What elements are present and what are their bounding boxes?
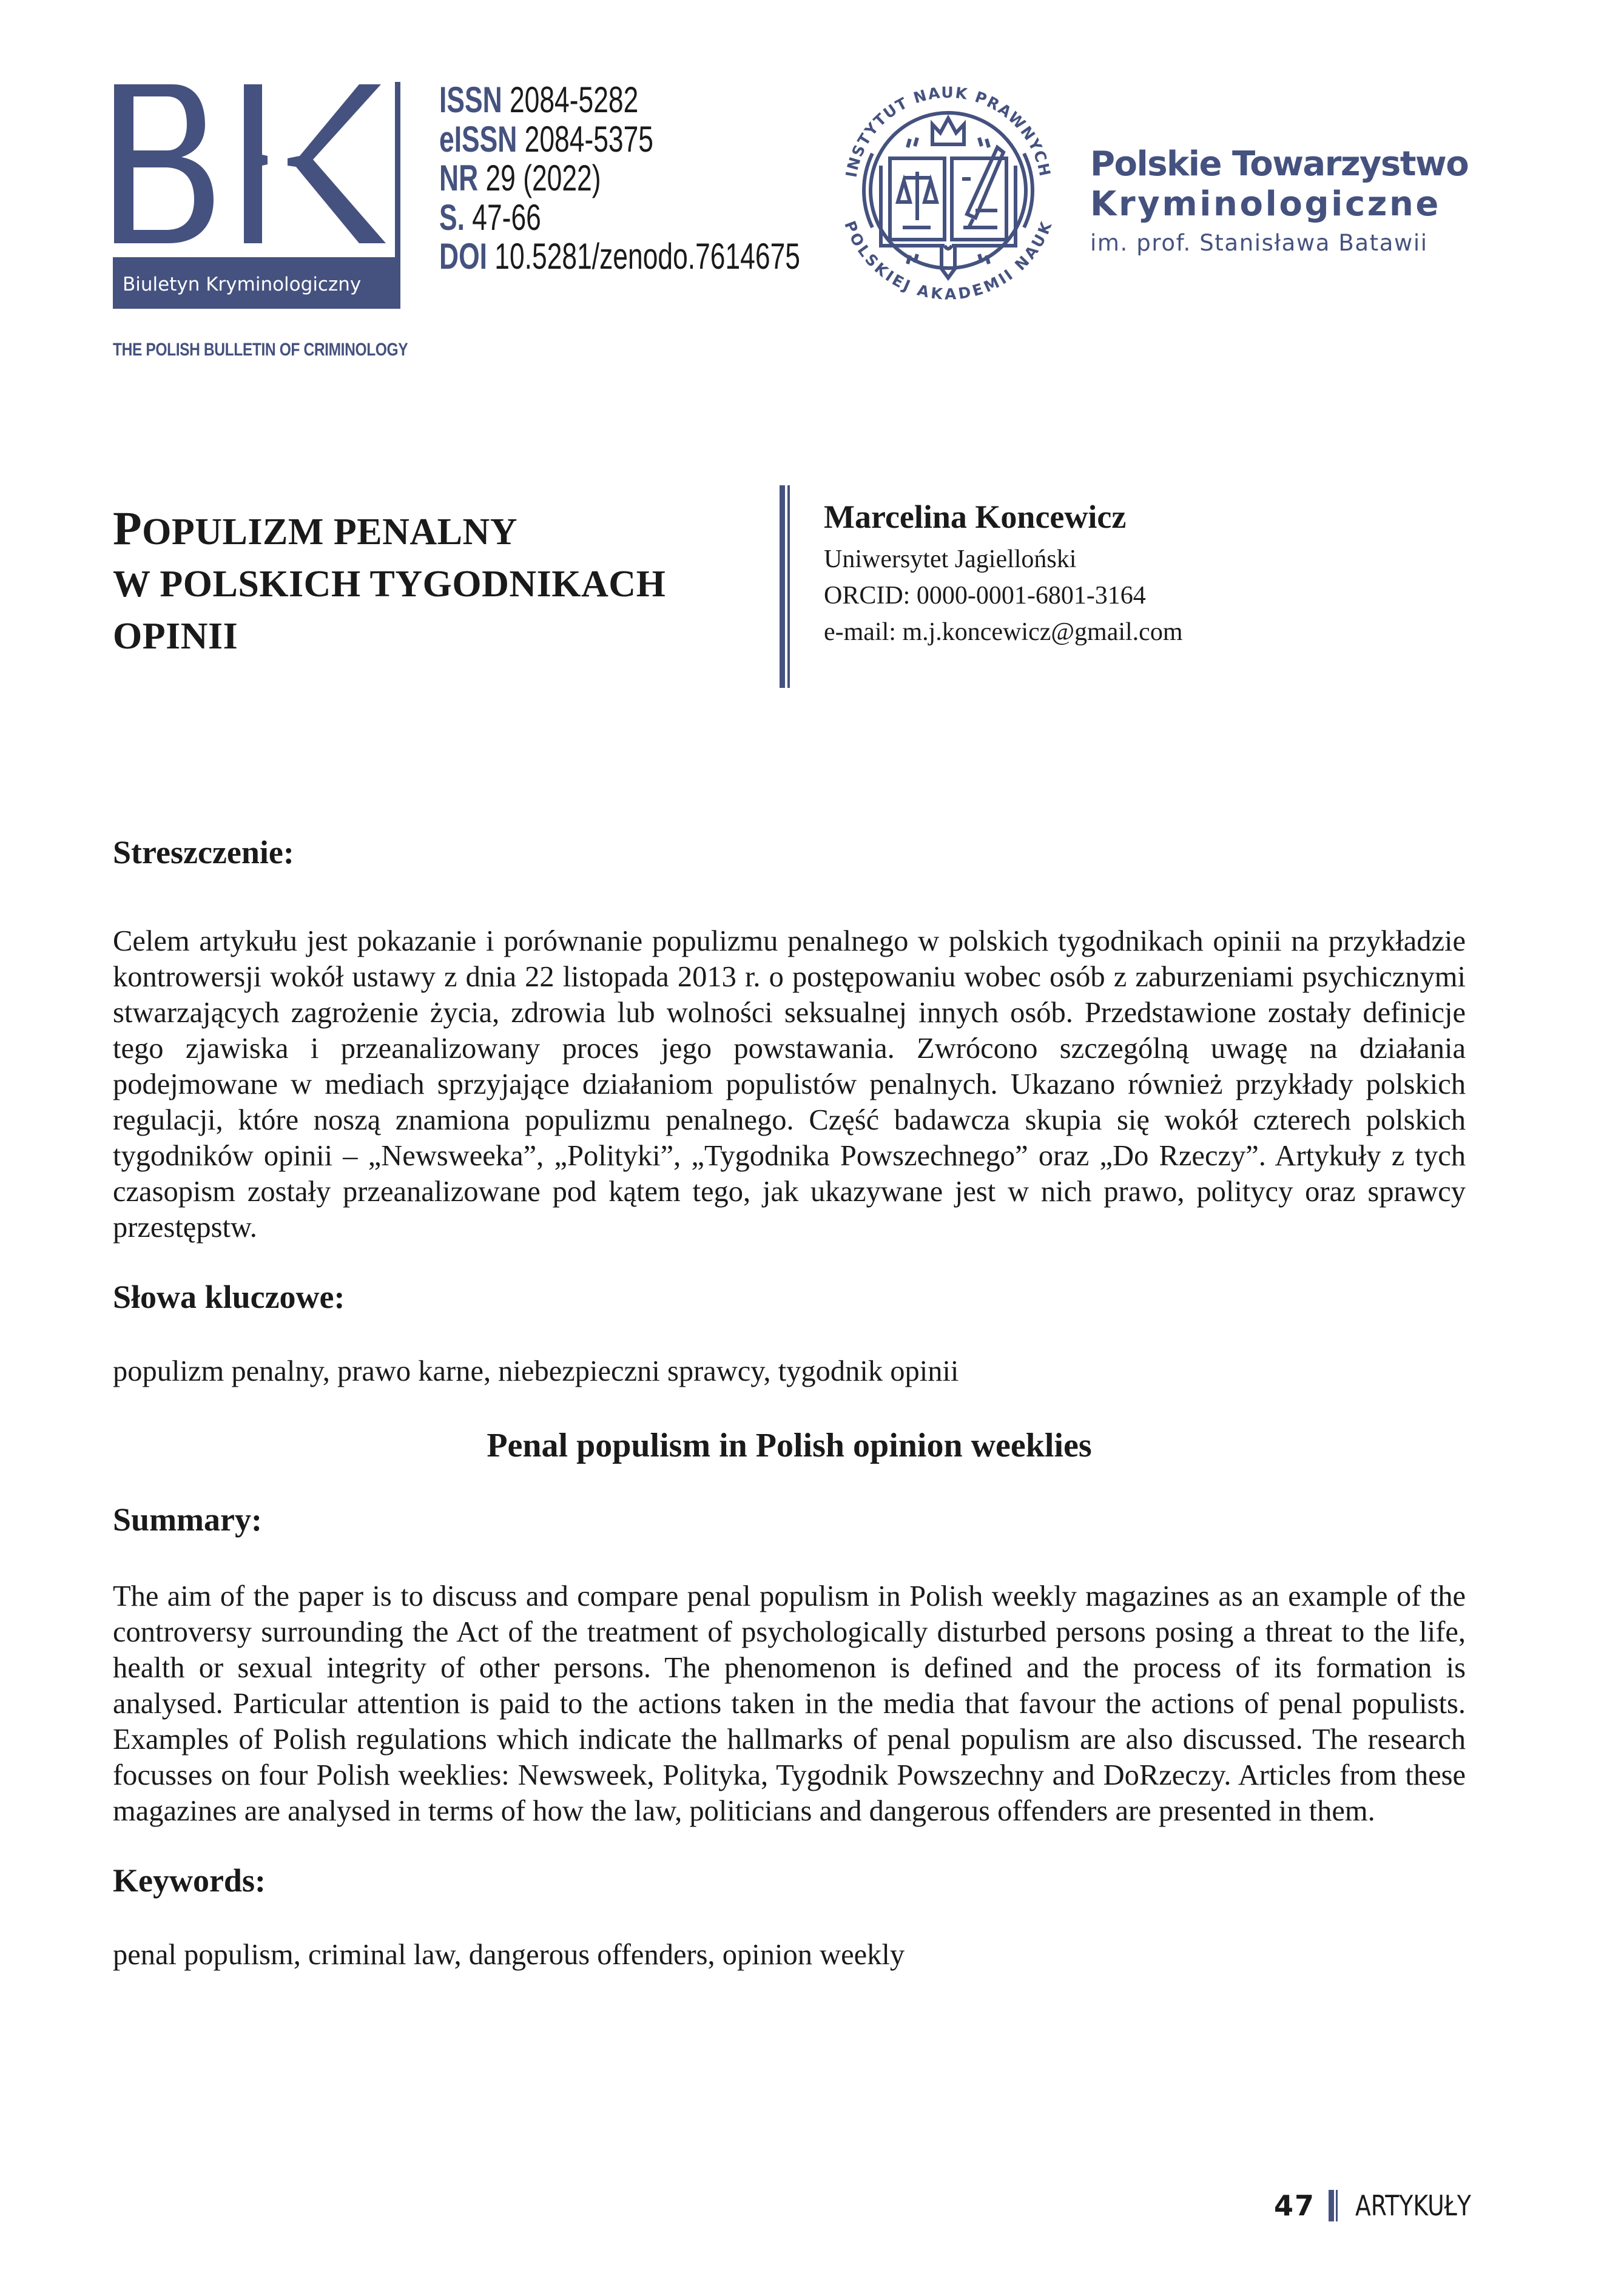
meta-eissn: eISSN 2084-5375 <box>439 118 654 160</box>
society-name <box>1090 144 1468 262</box>
journal-subtitle: THE POLISH BULLETIN OF CRIMINOLOGY <box>113 340 408 360</box>
title-line-1: POPULIZM PENALNY <box>113 502 518 554</box>
author-affiliation: Uniwersytet Jagielloński <box>824 545 1077 573</box>
author-block <box>824 493 1183 650</box>
page-number: 47 <box>1274 2189 1316 2222</box>
title-line-3: OPINII <box>113 616 238 657</box>
meta-issue: NR 29 (2022) <box>439 158 601 199</box>
author-name: Marcelina Koncewicz <box>824 499 1127 535</box>
keywords-en-heading: Keywords: <box>113 1862 266 1899</box>
book-scales-quill-crown-icon <box>832 81 1064 300</box>
english-title: Penal populism in Polish opinion weeklies <box>487 1427 1092 1464</box>
journal-logo <box>113 81 400 309</box>
abstract-pl-heading: Streszczenie: <box>113 834 294 870</box>
svg-text:POLSKIEJ AKADEMII NAUK: POLSKIEJ AKADEMII NAUK <box>841 218 1056 300</box>
section-label: ARTYKUŁY <box>1355 2189 1471 2222</box>
abstract-pl-text: Celem artykułu jest pokazanie i porównanie populizmu penalnego w polskich tygodnikach opinii na przykładzie kontrowersji wokół ustawy z dnia 22 listopada 2013 r. o postępowaniu wobec osób z zaburzeniami psychicznymi stwarzających zagrożenie życia, zdrowia lub wolności seksualnej innych osób. Przedstawione zostały definicje tego zjawiska i przeanalizowany proces jego powstawania. Zwrócono szczególną uwagę na działania podejmowane w mediach sprzyjające działaniom populistów penalnych. Ukazano również przykłady polskich regulacji, które noszą znamiona populizmu penalnego. Część badawcza skupia się wokół czterech polskich tygodników opinii – „Newsweeka”, „Polityki”, „Tygodnika Powszechnego” oraz „Do Rzeczy”. Artykuły z tych czasopism zostały przeanalizowane pod kątem tego, jak ukazywane jest w nich prawo, politycy oraz sprawcy przestępstw. <box>113 925 1466 1244</box>
society-line-1: Polskie Towarzystwo <box>1090 144 1469 184</box>
svg-text:INSTYTUT NAUK PRAWNYCH: INSTYTUT NAUK PRAWNYCH <box>842 83 1054 179</box>
article-title <box>113 502 780 662</box>
title-line-2: W POLSKICH TYGODNIKACH <box>113 564 666 605</box>
meta-issn: ISSN 2084-5282 <box>439 79 639 120</box>
author-orcid[interactable]: ORCID: 0000-0001-6801-3164 <box>824 582 1146 610</box>
article-front-matter <box>113 831 1466 1973</box>
author-email[interactable]: e-mail: m.j.koncewicz@gmail.com <box>824 618 1183 646</box>
summary-text: The aim of the paper is to discuss and compare penal populism in Polish weekly magazines as an example of the controversy surrounding the Act of the treatment of psychologically disturbed persons posing a threat to the life, health or sexual integrity of other persons. The phenomenon is defined and the process of its formation is analysed. Particular attention is paid to the actions taken in the media that favour the actions of penal populists. Examples of Polish regulations which indicate the hallmarks of penal populism are also discussed. The research focusses on four Polish weeklies: Newsweek, Polityka, Tygodnik Powszechny and DoRzeczy. Articles from these magazines are analysed in terms of how the law, politicians and dangerous offenders are presented in them. <box>113 1580 1466 1827</box>
keywords-pl-text: populizm penalny, prawo karne, niebezpieczni sprawcy, tygodnik opinii <box>113 1355 959 1387</box>
page-footer <box>1274 2184 1497 2227</box>
society-line-2: Kryminologiczne <box>1090 184 1441 224</box>
footer-divider <box>1329 2190 1338 2221</box>
meta-doi[interactable]: DOI 10.5281/zenodo.7614675 <box>439 236 800 277</box>
title-author-divider <box>780 485 790 688</box>
institute-seal <box>832 81 1064 300</box>
meta-pages: S. 47-66 <box>439 197 541 238</box>
summary-heading: Summary: <box>113 1501 262 1538</box>
keywords-pl-heading: Słowa kluczowe: <box>113 1279 345 1315</box>
keywords-en-text: penal populism, criminal law, dangerous offenders, opinion weekly <box>113 1939 905 1971</box>
society-line-3: im. prof. Stanisława Batawii <box>1090 230 1428 256</box>
logo-caption: Biuletyn Kryminologiczny <box>123 274 362 295</box>
